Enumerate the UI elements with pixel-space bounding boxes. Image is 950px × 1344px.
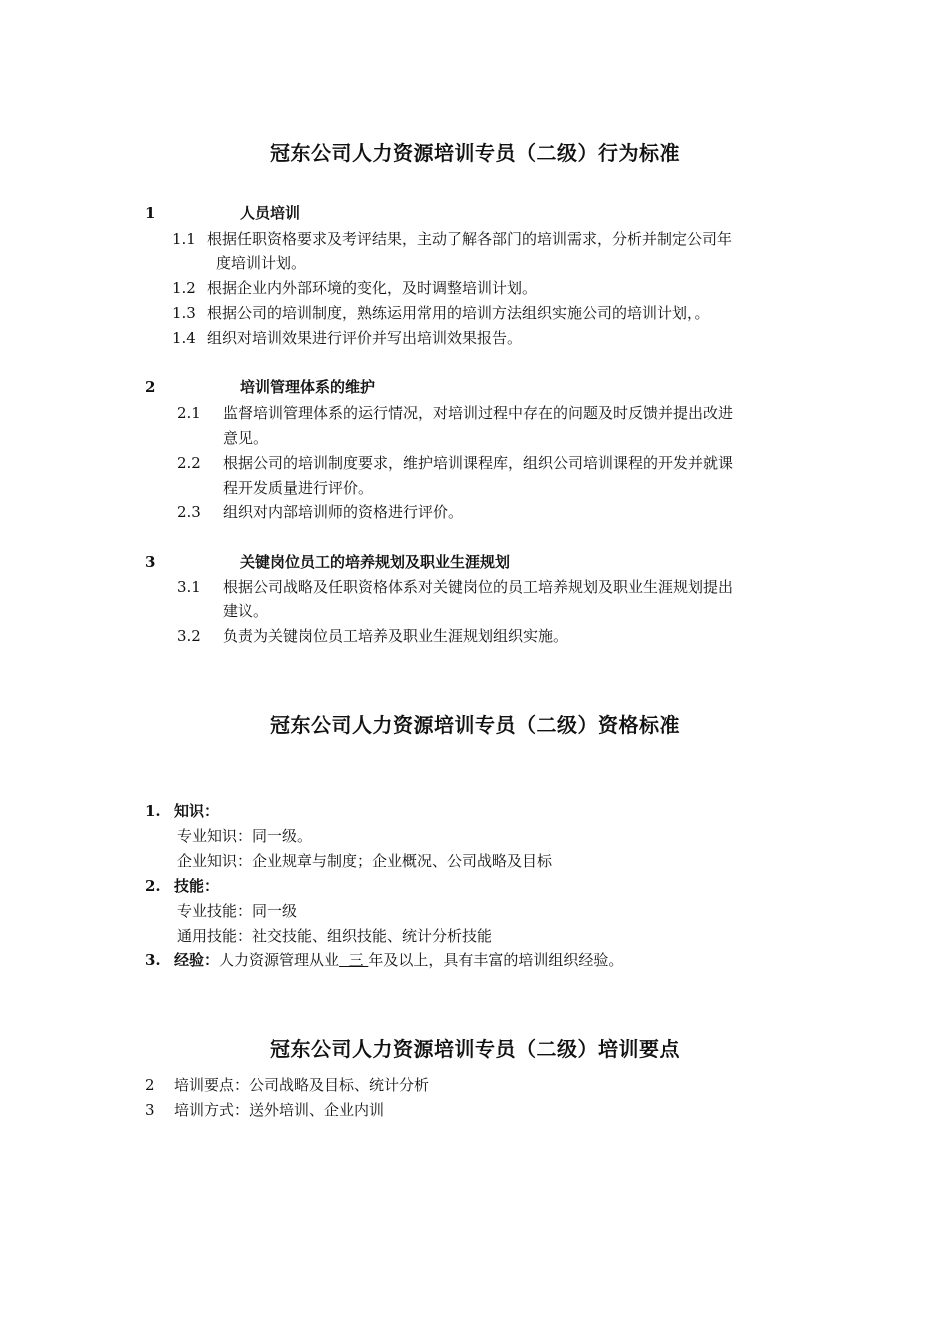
section-3-title: 关键岗位员工的培养规划及职业生涯规划 <box>240 553 511 571</box>
item-2-1-continuation: 意见。 <box>223 429 269 447</box>
experience-number: 3. <box>145 951 161 969</box>
section-1-title: 人员培训 <box>240 204 301 222</box>
training-item-2-text: 培训方式：送外培训、企业内训 <box>174 1101 385 1119</box>
item-3-2-text: 负责为关键岗位员工培养及职业生涯规划组织实施。 <box>223 627 569 645</box>
item-1-1-text: 根据任职资格要求及考评结果，主动了解各部门的培训需求，分析并制定公司年 <box>207 230 733 248</box>
item-1-4-text: 组织对培训效果进行评价并写出培训效果报告。 <box>207 329 523 347</box>
item-2-2-number: 2.2 <box>177 454 201 472</box>
item-3-1-continuation: 建议。 <box>223 602 269 620</box>
skills-number: 2. <box>145 877 161 895</box>
section-1-number: 1 <box>145 204 156 222</box>
knowledge-number: 1. <box>145 802 161 820</box>
item-2-1-number: 2.1 <box>177 404 201 422</box>
section-2-number: 2 <box>145 378 156 396</box>
item-1-4-number: 1.4 <box>172 329 196 347</box>
skills-label: 技能： <box>174 877 220 895</box>
experience-years: 三 <box>339 951 369 969</box>
professional-skills: 专业技能：同一级 <box>177 902 298 920</box>
item-3-1-text: 根据公司战略及任职资格体系对关键岗位的员工培养规划及职业生涯规划提出 <box>223 578 734 596</box>
item-1-3-text: 根据公司的培训制度，熟练运用常用的培训方法组织实施公司的培训计划，。 <box>207 304 710 322</box>
training-item-2-number: 3 <box>145 1101 155 1119</box>
training-item-1-number: 2 <box>145 1076 155 1094</box>
item-1-2-text: 根据企业内外部环境的变化，及时调整培训计划。 <box>207 279 538 297</box>
item-2-3-number: 2.3 <box>177 503 201 521</box>
item-2-1-text: 监督培训管理体系的运行情况，对培训过程中存在的问题及时反馈并提出改进 <box>223 404 734 422</box>
experience-post: 年及以上，具有丰富的培训组织经验。 <box>368 951 624 969</box>
item-2-2-continuation: 程开发质量进行评价。 <box>223 479 374 497</box>
experience-line <box>174 950 623 970</box>
item-2-3-text: 组织对内部培训师的资格进行评价。 <box>223 503 464 521</box>
experience-label: 经验： <box>174 951 220 969</box>
page-title-behavior: 冠东公司人力资源培训专员（二级）行为标准 <box>270 141 680 165</box>
knowledge-label: 知识： <box>174 802 220 820</box>
item-2-2-text: 根据公司的培训制度要求，维护培训课程库，组织公司培训课程的开发并就课 <box>223 454 734 472</box>
professional-knowledge: 专业知识：同一级。 <box>177 827 313 845</box>
experience-pre: 人力资源管理从业 <box>219 951 340 969</box>
training-item-1-text: 培训要点：公司战略及目标、统计分析 <box>174 1076 430 1094</box>
item-1-1-continuation: 度培训计划。 <box>216 254 307 272</box>
item-3-2-number: 3.2 <box>177 627 201 645</box>
section-2-title: 培训管理体系的维护 <box>240 378 376 396</box>
item-3-1-number: 3.1 <box>177 578 201 596</box>
enterprise-knowledge: 企业知识：企业规章与制度；企业概况、公司战略及目标 <box>177 852 553 870</box>
page-title-training: 冠东公司人力资源培训专员（二级）培训要点 <box>270 1037 680 1061</box>
section-3-number: 3 <box>145 553 156 571</box>
page-title-qualification: 冠东公司人力资源培训专员（二级）资格标准 <box>270 713 680 737</box>
item-1-3-number: 1.3 <box>172 304 196 322</box>
general-skills: 通用技能：社交技能、组织技能、统计分析技能 <box>177 927 493 945</box>
item-1-2-number: 1.2 <box>172 279 196 297</box>
item-1-1-number: 1.1 <box>172 230 196 248</box>
